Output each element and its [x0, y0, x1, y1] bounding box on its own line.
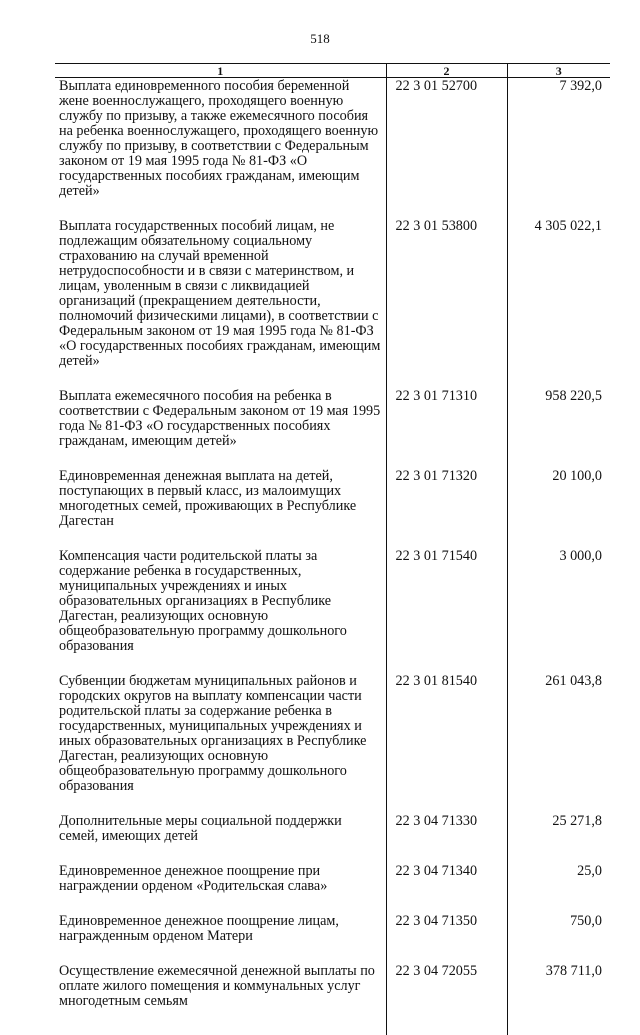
row-description: Компенсация части родительской платы за содержание ребенка в государственных, муниципальных учреждениях и иных образовательных организациях в Республике Дагестан, реализующих основную общеобразовательную программу дошкольного образования [59, 548, 347, 654]
row-amount: 750,0 [507, 913, 610, 963]
row-amount: 4 305 022,1 [507, 218, 610, 388]
table-row [55, 548, 610, 673]
row-code: 22 3 04 71340 [386, 863, 507, 913]
row-code: 22 3 04 72055 [386, 963, 507, 1035]
row-amount: 3 000,0 [507, 548, 610, 673]
row-description: Выплата ежемесячного пособия на ребенка в соответствии с Федеральным законом от 19 мая 1995 года № 81-ФЗ «О государственных пособиях гражданам, имеющим детей» [59, 388, 381, 449]
table-row [55, 388, 610, 468]
row-code: 22 3 01 71540 [386, 548, 507, 673]
row-amount: 7 392,0 [507, 78, 610, 219]
row-description: Осуществление ежемесячной денежной выплаты по оплате жилого помещения и коммунальных услуг многодетным семьям [59, 963, 375, 1009]
table-row [55, 963, 610, 1035]
row-code: 22 3 04 71350 [386, 913, 507, 963]
row-description: Выплата государственных пособий лицам, не подлежащим обязательному социальному страхованию на случай временной нетрудоспособности и в связи с материнством, и лицам, уволенным в связи с ликвидацией организаций (прекращением деятельности, полномочий физическими лицами), в соответствии с Федеральным законом от 19 мая 1995 года № 81-ФЗ «О государственных пособиях гражданам, имеющим детей» [59, 218, 381, 369]
table-row [55, 913, 610, 963]
column-header-3: 3 [507, 64, 610, 78]
row-description: Единовременное денежное поощрение лицам, награжденным орденом Матери [59, 913, 339, 944]
row-description: Субвенции бюджетам муниципальных районов и городских округов на выплату компенсации части родительской платы за содержание ребенка в государственных, муниципальных учреждениях и иных образовательных организациях в Республике Дагестан, реализующих основную общеобразовательную программу дошкольного образования [59, 673, 367, 794]
row-code: 22 3 04 71330 [386, 813, 507, 863]
table-row [55, 813, 610, 863]
row-amount: 378 711,0 [507, 963, 610, 1035]
table-row [55, 468, 610, 548]
row-code: 22 3 01 71320 [386, 468, 507, 548]
row-code: 22 3 01 81540 [386, 673, 507, 813]
row-amount: 25,0 [507, 863, 610, 913]
row-code: 22 3 01 53800 [386, 218, 507, 388]
row-description: Выплата единовременного пособия беременной жене военнослужащего, проходящего военную службу по призыву, а также ежемесячного пособия на ребенка военнослужащего, проходящего военную службу по призыву, в соответствии с Федеральным законом от 19 мая 1995 года № 81-ФЗ «О государственных пособиях гражданам, имеющим детей» [59, 78, 379, 199]
budget-table [55, 63, 610, 1035]
row-amount: 25 271,8 [507, 813, 610, 863]
table-row [55, 673, 610, 813]
row-code: 22 3 01 71310 [386, 388, 507, 468]
table-row [55, 218, 610, 388]
row-amount: 261 043,8 [507, 673, 610, 813]
row-code: 22 3 01 52700 [386, 78, 507, 219]
table-row [55, 863, 610, 913]
row-description: Единовременное денежное поощрение при награждении орденом «Родительская слава» [59, 863, 328, 894]
row-description: Единовременная денежная выплата на детей, поступающих в первый класс, из малоимущих многодетных семей, проживающих в Республике Дагестан [59, 468, 357, 529]
row-amount: 20 100,0 [507, 468, 610, 548]
page-number: 518 [310, 31, 330, 46]
column-header-2: 2 [386, 64, 507, 78]
row-description: Дополнительные меры социальной поддержки семей, имеющих детей [59, 813, 342, 844]
column-header-1: 1 [55, 64, 386, 78]
row-amount: 958 220,5 [507, 388, 610, 468]
table-row [55, 78, 610, 219]
table-header-row [55, 64, 610, 78]
